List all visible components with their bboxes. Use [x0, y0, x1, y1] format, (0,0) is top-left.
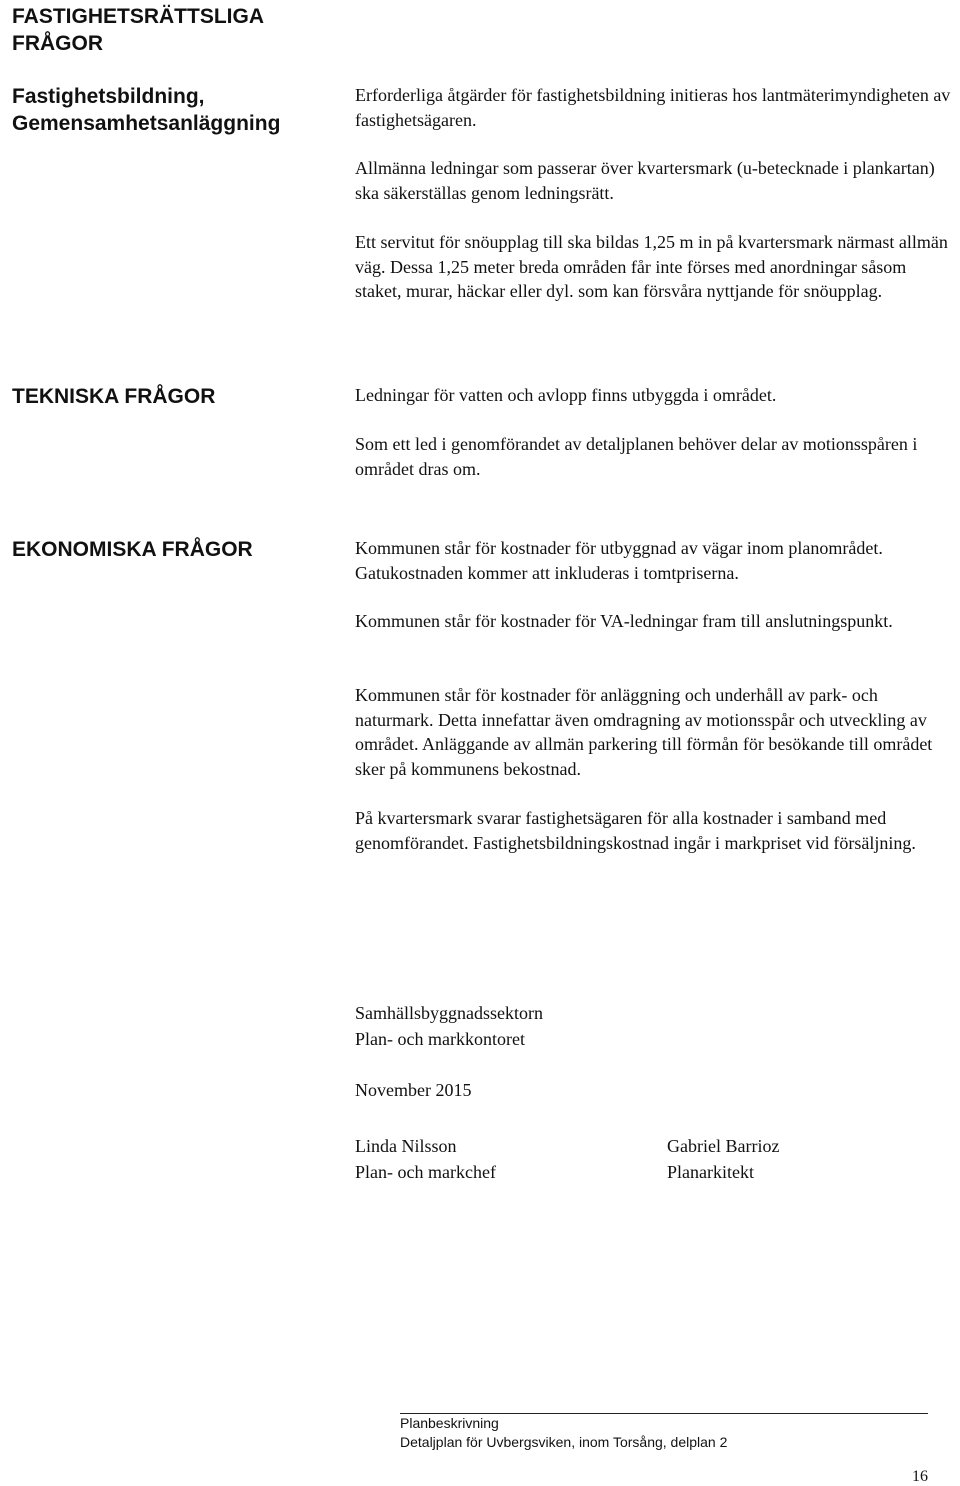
- section-label-fastighetsbildning: [12, 83, 280, 137]
- footer-doc-type: Planbeskrivning: [400, 1415, 499, 1431]
- signature-block: [355, 1133, 496, 1185]
- footer-doc-title: Detaljplan för Uvbergsviken, inom Torsång, delplan 2: [400, 1434, 728, 1450]
- paragraph: Kommunen står för kostnader för VA-ledningar fram till anslutningspunkt.: [355, 611, 893, 631]
- paragraph: Som ett led i genomförandet av detaljplanen behöver delar av motionsspåren i området dras om.: [355, 434, 918, 479]
- sender-block: [355, 1000, 543, 1052]
- signature-name: Linda Nilsson: [355, 1136, 457, 1156]
- subhead-line1: Fastighetsbildning,: [12, 85, 205, 108]
- paragraph: Ledningar för vatten och avlopp finns utbyggda i området.: [355, 385, 777, 405]
- paragraph: Kommunen står för kostnader för utbyggnad av vägar inom planområdet. Gatukostnaden kommer att inkluderas i tomtpriserna.: [355, 538, 883, 583]
- page-number: 16: [912, 1468, 928, 1485]
- section-label-tekniska: TEKNISKA FRÅGOR: [12, 385, 216, 408]
- paragraph: På kvartersmark svarar fastighetsägaren för alla kostnader i samband med genomförandet. Fastighetsbildningskostnad ingår i markpriset vid försäljning.: [355, 808, 916, 853]
- paragraph: Ett servitut för snöupplag till ska bildas 1,25 m in på kvartersmark närmast allmän väg. Dessa 1,25 meter breda områden får inte förses med anordningar såsom staket, murar, häckar eller dyl. som kan försvåra nyttjande för snöupplag.: [355, 232, 948, 301]
- signature-name: Gabriel Barrioz: [667, 1136, 780, 1156]
- page-heading: [12, 3, 264, 57]
- signature-title: Plan- och markchef: [355, 1162, 496, 1182]
- page-heading-line1: FASTIGHETSRÄTTSLIGA: [12, 5, 264, 28]
- page-heading-line2: FRÅGOR: [12, 32, 103, 55]
- signature-block: [667, 1133, 779, 1185]
- paragraph: Kommunen står för kostnader för anläggning och underhåll av park- och naturmark. Detta innefattar även omdragning av motionsspår och utveckling av området. Anläggande av allmän parkering till förmån för besökande till området sker på kommunens bekostnad.: [355, 685, 933, 779]
- document-date: November 2015: [355, 1080, 472, 1100]
- signature-title: Planarkitekt: [667, 1162, 754, 1182]
- subhead-line2: Gemensamhetsanläggning: [12, 112, 281, 135]
- sender-office: Plan- och markkontoret: [355, 1029, 525, 1049]
- paragraph: Allmänna ledningar som passerar över kvartersmark (u-betecknade i plankartan) ska säkerställas genom ledningsrätt.: [355, 158, 935, 203]
- sender-org: Samhällsbyggnadssektorn: [355, 1003, 543, 1023]
- paragraph: Erforderliga åtgärder för fastighetsbildning initieras hos lantmäterimyndigheten av fastighetsägaren.: [355, 85, 951, 130]
- section-label-ekonomiska: EKONOMISKA FRÅGOR: [12, 538, 253, 561]
